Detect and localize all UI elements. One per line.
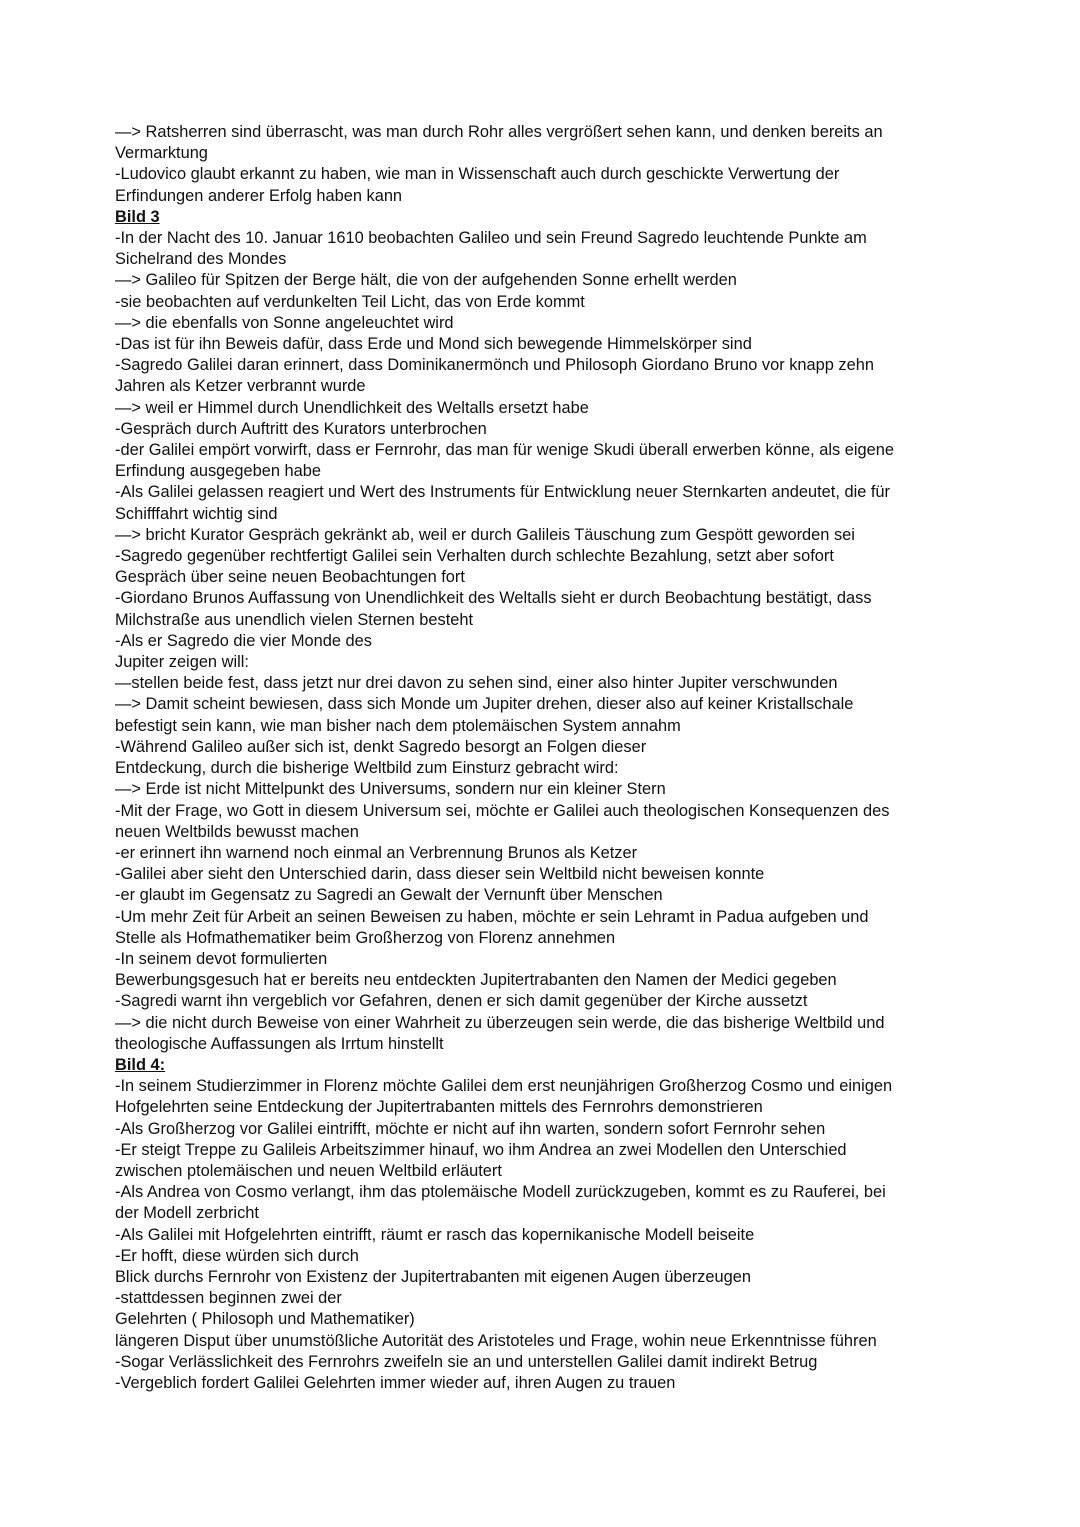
text-line: Entdeckung, durch die bisherige Weltbild zum Einsturz gebracht wird: bbox=[115, 759, 619, 778]
text-line: -Als er Sagredo die vier Monde des bbox=[115, 631, 372, 650]
text-line: -Er hofft, diese würden sich durch bbox=[115, 1246, 359, 1265]
text-line: Jahren als Ketzer verbrannt wurde bbox=[115, 377, 366, 396]
text-line: -Sagredo Galilei daran erinnert, dass Dominikanermönch und Philosoph Giordano Bruno vor knapp zehn bbox=[115, 356, 874, 375]
text-line: Jupiter zeigen will: bbox=[115, 653, 249, 672]
text-line: —> weil er Himmel durch Unendlichkeit des Weltalls ersetzt habe bbox=[115, 398, 589, 417]
text-line: Vermarktung bbox=[115, 144, 208, 163]
text-line: -er erinnert ihn warnend noch einmal an Verbrennung Brunos als Ketzer bbox=[115, 843, 638, 862]
document-page bbox=[115, 122, 965, 1394]
text-line: -er glaubt im Gegensatz zu Sagredi an Gewalt der Vernunft über Menschen bbox=[115, 886, 663, 905]
text-line: -Sagredi warnt ihn vergeblich vor Gefahren, denen er sich damit gegenüber der Kirche aussetzt bbox=[115, 992, 808, 1011]
text-line: -Galilei aber sieht den Unterschied darin, dass dieser sein Weltbild nicht beweisen konnte bbox=[115, 865, 765, 884]
text-line: -In seinem devot formulierten bbox=[115, 949, 328, 968]
text-line: Stelle als Hofmathematiker beim Großherzog von Florenz annehmen bbox=[115, 928, 616, 947]
text-line: —> bricht Kurator Gespräch gekränkt ab, weil er durch Galileis Täuschung zum Gespött geworden sei bbox=[115, 525, 855, 544]
text-line: der Modell zerbricht bbox=[115, 1204, 259, 1223]
text-line: -Er steigt Treppe zu Galileis Arbeitszimmer hinauf, wo ihm Andrea an zwei Modellen den Unterschied bbox=[115, 1140, 847, 1159]
text-line: —stellen beide fest, dass jetzt nur drei davon zu sehen sind, einer also hinter Jupiter verschwunden bbox=[115, 674, 838, 693]
text-line: —> Damit scheint bewiesen, dass sich Monde um Jupiter drehen, dieser also auf keiner Kristallschale bbox=[115, 695, 854, 714]
section-heading-bild-4: Bild 4: bbox=[115, 1055, 166, 1074]
text-line: befestigt sein kann, wie man bisher nach dem ptolemäischen System annahm bbox=[115, 716, 681, 735]
text-line: -In der Nacht des 10. Januar 1610 beobachten Galileo und sein Freund Sagredo leuchtende Punkte am bbox=[115, 229, 867, 248]
text-line: Schifffahrt wichtig sind bbox=[115, 504, 278, 523]
text-line: neuen Weltbilds bewusst machen bbox=[115, 822, 359, 841]
text-line: -Als Andrea von Cosmo verlangt, ihm das ptolemäische Modell zurückzugeben, kommt es zu Rauferei, bei bbox=[115, 1183, 886, 1202]
text-line: —> die ebenfalls von Sonne angeleuchtet wird bbox=[115, 313, 454, 332]
text-line: —> Ratsherren sind überrascht, was man durch Rohr alles vergrößert sehen kann, und denken bereits an bbox=[115, 123, 883, 141]
text-line: Milchstraße aus unendlich vielen Sternen besteht bbox=[115, 610, 474, 629]
text-line: —> die nicht durch Beweise von einer Wahrheit zu überzeugen sein werde, die das bisherige Weltbild und bbox=[115, 1013, 885, 1032]
text-line: -Giordano Brunos Auffassung von Unendlichkeit des Weltalls sieht er durch Beobachtung bestätigt, dass bbox=[115, 589, 872, 608]
text-line: -Als Galilei mit Hofgelehrten eintrifft, räumt er rasch das kopernikanische Modell beiseite bbox=[115, 1225, 755, 1244]
text-line: -Um mehr Zeit für Arbeit an seinen Beweisen zu haben, möchte er sein Lehramt in Padua aufgeben und bbox=[115, 907, 869, 926]
text-line: -der Galilei empört vorwirft, dass er Fernrohr, das man für wenige Skudi überall erwerben könne, als eigene bbox=[115, 441, 894, 460]
text-line: -stattdessen beginnen zwei der bbox=[115, 1289, 342, 1308]
text-line: Erfindungen anderer Erfolg haben kann bbox=[115, 186, 403, 205]
text-line: längeren Disput über unumstößliche Autorität des Aristoteles und Frage, wohin neue Erkenntnisse führen bbox=[115, 1331, 877, 1350]
text-line: theologische Auffassungen als Irrtum hinstellt bbox=[115, 1034, 444, 1053]
text-line: Hofgelehrten seine Entdeckung der Jupitertrabanten mittels des Fernrohrs demonstrieren bbox=[115, 1098, 763, 1117]
text-line: -Während Galileo außer sich ist, denkt Sagredo besorgt an Folgen dieser bbox=[115, 737, 647, 756]
text-line: -Sogar Verlässlichkeit des Fernrohrs zweifeln sie an und unterstellen Galilei damit indirekt Betrug bbox=[115, 1352, 818, 1371]
text-line: Sichelrand des Mondes bbox=[115, 250, 287, 269]
text-line: -Sagredo gegenüber rechtfertigt Galilei sein Verhalten durch schlechte Bezahlung, setzt aber sofort bbox=[115, 547, 834, 566]
text-line: -In seinem Studierzimmer in Florenz möchte Galilei dem erst neunjährigen Großherzog Cosmo und einigen bbox=[115, 1077, 893, 1096]
text-line: -Vergeblich fordert Galilei Gelehrten immer wieder auf, ihren Augen zu trauen bbox=[115, 1373, 676, 1392]
text-line: -Gespräch durch Auftritt des Kurators unterbrochen bbox=[115, 419, 487, 438]
text-line: Gelehrten ( Philosoph und Mathematiker) bbox=[115, 1310, 415, 1329]
text-line: -Als Großherzog vor Galilei eintrifft, möchte er nicht auf ihn warten, sondern sofort Fernrohr sehen bbox=[115, 1119, 826, 1138]
text-line: Bewerbungsgesuch hat er bereits neu entdeckten Jupitertrabanten den Namen der Medici gegeben bbox=[115, 971, 837, 990]
section-heading-bild-3: Bild 3 bbox=[115, 207, 160, 226]
text-line: zwischen ptolemäischen und neuen Weltbild erläutert bbox=[115, 1161, 502, 1180]
text-line: -Das ist für ihn Beweis dafür, dass Erde und Mond sich bewegende Himmelskörper sind bbox=[115, 335, 752, 354]
text-line: -sie beobachten auf verdunkelten Teil Licht, das von Erde kommt bbox=[115, 292, 585, 311]
text-line: —> Erde ist nicht Mittelpunkt des Universums, sondern nur ein kleiner Stern bbox=[115, 780, 666, 799]
text-line: —> Galileo für Spitzen der Berge hält, die von der aufgehenden Sonne erhellt werden bbox=[115, 271, 737, 290]
text-line: -Mit der Frage, wo Gott in diesem Universum sei, möchte er Galilei auch theologischen Konsequenzen des bbox=[115, 801, 890, 820]
text-line: -Ludovico glaubt erkannt zu haben, wie man in Wissenschaft auch durch geschickte Verwertung der bbox=[115, 165, 840, 184]
text-line: Gespräch über seine neuen Beobachtungen fort bbox=[115, 568, 465, 587]
text-line: Blick durchs Fernrohr von Existenz der Jupitertrabanten mit eigenen Augen überzeugen bbox=[115, 1267, 751, 1286]
text-line: -Als Galilei gelassen reagiert und Wert des Instruments für Entwicklung neuer Sternkarten andeutet, die für bbox=[115, 483, 891, 502]
text-line: Erfindung ausgegeben habe bbox=[115, 462, 321, 481]
